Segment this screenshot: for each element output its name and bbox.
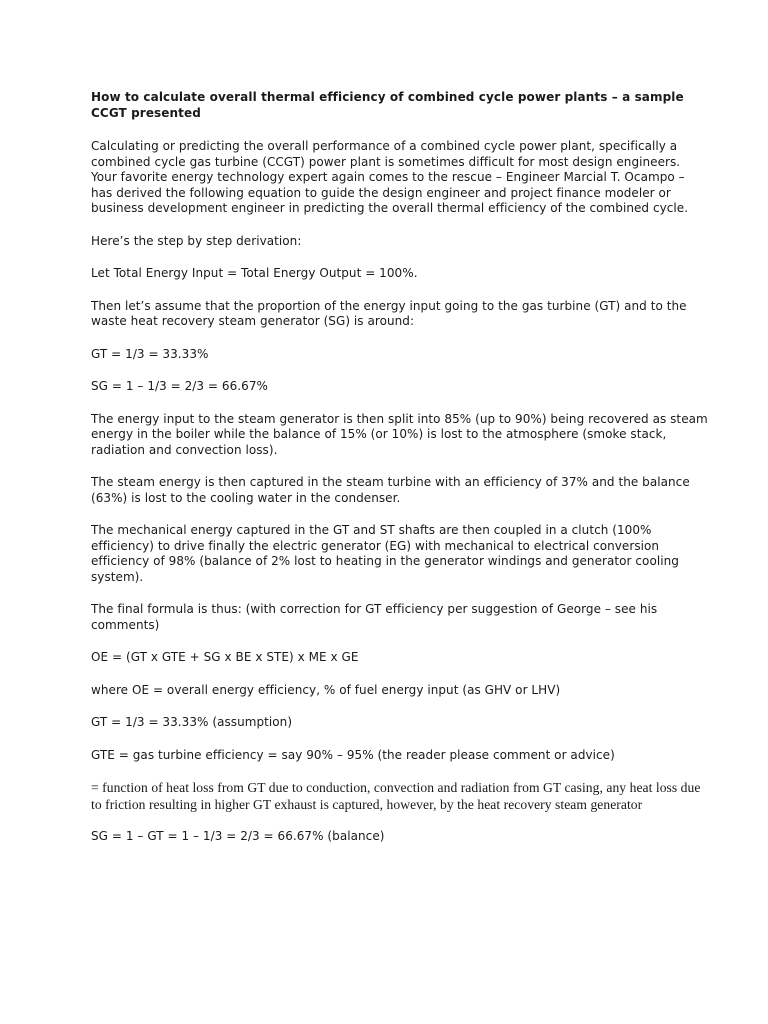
document-title: How to calculate overall thermal efficiency of combined cycle power plants – a sample CCGT presented — [91, 90, 684, 120]
definition-gte: GTE = gas turbine efficiency = say 90% – 95% (the reader please comment or advice) — [91, 747, 615, 762]
paragraph-proportion: Then let’s assume that the proportion of the energy input going to the gas turbine (GT) and to the waste heat recovery steam generator (SG) is around: — [91, 298, 687, 328]
definition-oe: where OE = overall energy efficiency, % of fuel energy input (as GHV or LHV) — [91, 682, 561, 697]
paragraph-mechanical-energy: The mechanical energy captured in the GT and ST shafts are then coupled in a clutch (100% efficiency) to drive finally the electric generator (EG) with mechanical to electrical conversion efficiency of 98% (balance of 2% lost to heating in the generator windings and generator cooling system). — [91, 523, 679, 584]
paragraph-total-energy: Let Total Energy Input = Total Energy Output = 100%. — [91, 266, 418, 280]
equation-oe: OE = (GT x GTE + SG x BE x STE) x ME x GE — [91, 650, 359, 664]
equation-gt: GT = 1/3 = 33.33% — [91, 346, 209, 361]
paragraph-derivation-intro: Here’s the step by step derivation: — [91, 233, 302, 248]
equation-sg: SG = 1 – 1/3 = 2/3 = 66.67% — [91, 379, 268, 393]
paragraph-steam-generator: The energy input to the steam generator is then split into 85% (up to 90%) being recovered as steam energy in the boiler while the balance of 15% (or 10%) is lost to the atmosphere (smoke stack, radiation and convection loss). — [91, 411, 708, 457]
definition-sg: SG = 1 – GT = 1 – 1/3 = 2/3 = 66.67% (balance) — [91, 829, 385, 843]
paragraph-intro: Calculating or predicting the overall performance of a combined cycle power plant, specifically a combined cycle gas turbine (CCGT) power plant is sometimes difficult for most design engineers. Your favorite energy technology expert again comes to the rescue – Engineer Marcial T. Ocampo – has derived the following equation to guide the design engineer and project finance modeler or business development engineer in predicting the overall thermal efficiency of the combined cycle. — [91, 139, 689, 215]
paragraph-final-formula: The final formula is thus: (with correction for GT efficiency per suggestion of George – see his comments) — [91, 602, 658, 632]
paragraph-steam-turbine: The steam energy is then captured in the steam turbine with an efficiency of 37% and the balance (63%) is lost to the cooling water in the condenser. — [91, 475, 690, 505]
definition-gte-function: = function of heat loss from GT due to conduction, convection and radiation from GT casing, any heat loss due to friction resulting in higher GT exhaust is captured, however, by the heat recovery steam generator — [91, 780, 701, 812]
definition-gt: GT = 1/3 = 33.33% (assumption) — [91, 715, 293, 729]
